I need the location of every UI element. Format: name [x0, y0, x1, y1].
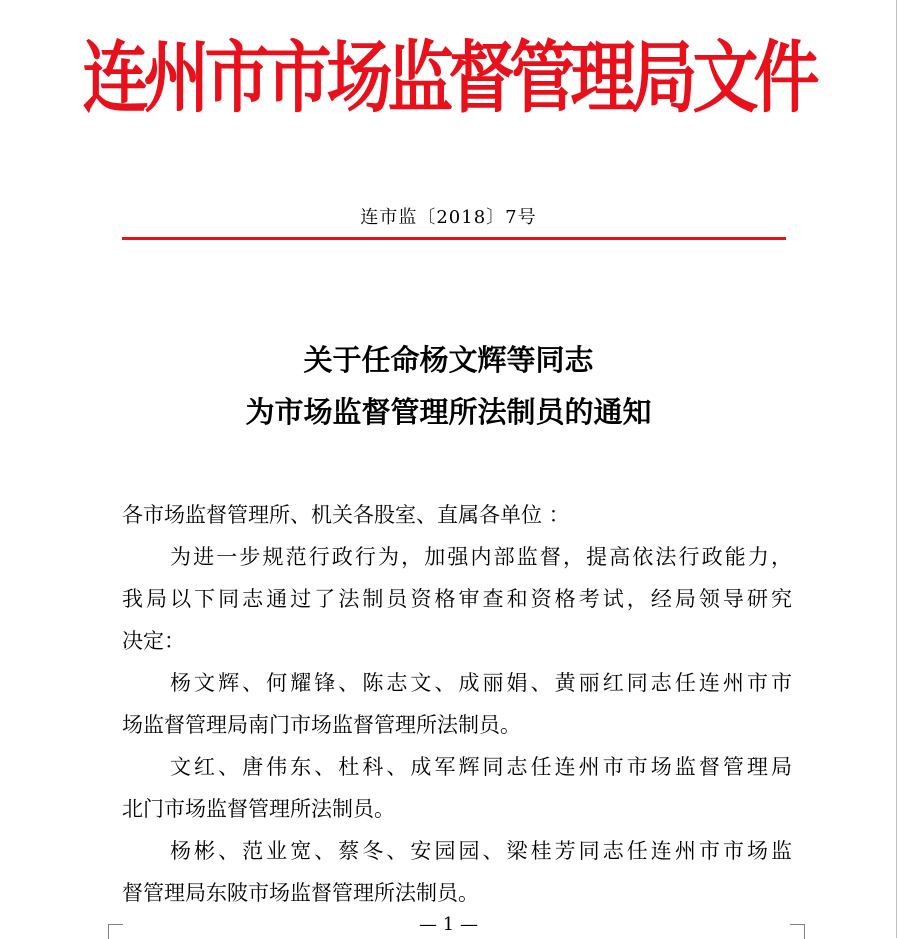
- document-header-title: 连州市市场监督管理局文件: [82, 32, 815, 124]
- paragraph-1-line-1: 为进一步规范行政行为，加强内部监督，提高依法行政能力，: [170, 545, 792, 569]
- paragraph-2-line-1: 杨文辉、何耀锋、陈志文、成丽娟、黄丽红同志任连州市市: [170, 671, 792, 695]
- paragraph-1-line-2: 我局以下同志通过了法制员资格审查和资格考试，经局领导研究: [122, 587, 792, 611]
- document-number: 连市监〔2018〕7号: [360, 207, 537, 228]
- notice-title-line-2: 为市场监督管理所法制员的通知: [245, 395, 652, 429]
- addressee-line: 各市场监督管理所、机关各股室、直属各单位 ：: [122, 503, 570, 527]
- notice-body: [122, 494, 792, 914]
- notice-title-line-1: 关于任命杨文辉等同志: [303, 343, 594, 377]
- page-number: — 1 —: [419, 914, 478, 935]
- paragraph-2-line-2: 场监督管理局南门市场监督管理所法制员。: [122, 713, 521, 737]
- paragraph-1-line-3: 决定：: [122, 629, 185, 653]
- paragraph-3-line-1: 文红、唐伟东、杜科、成军辉同志任连州市市场监督管理局: [170, 755, 792, 779]
- paragraph-4-line-1: 杨彬、范业宽、蔡冬、安园园、梁桂芳同志任连州市市场监: [170, 839, 792, 863]
- red-divider-line: [122, 237, 786, 240]
- paragraph-4-line-2: 督管理局东陂市场监督管理所法制员。: [122, 881, 479, 905]
- notice-title: [0, 334, 897, 438]
- paragraph-3-line-2: 北门市场监督管理所法制员。: [122, 797, 395, 821]
